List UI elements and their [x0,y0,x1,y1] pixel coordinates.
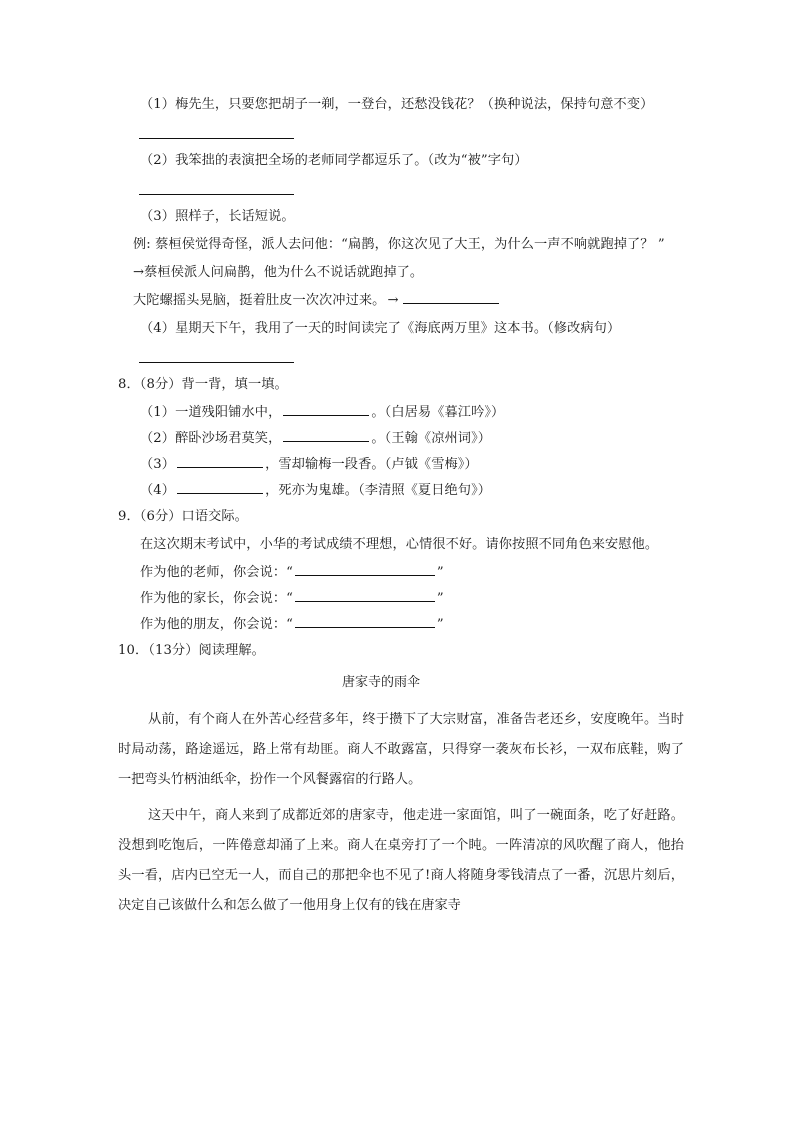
blank-prefix: （2）醉卧沙场君莫笑， [140,431,282,446]
question10-heading: 10．（13分）阅读理解。 [118,643,265,658]
blank-suffix: 。（白居易《暮江吟》） [371,405,505,420]
question7-item-3-example-line2: →蔡桓侯派人问扁鹊，他为什么不说话就跑掉了。 [133,265,424,280]
blank-rule[interactable] [177,482,263,494]
blank-prefix: （4） [140,483,176,498]
question9-role-friend [118,616,684,633]
question8-blank-4 [118,482,684,499]
blank-suffix: 。（王翰《凉州词》） [371,431,492,446]
role-prefix: 作为他的老师，你会说： [140,565,287,580]
page-content [118,96,684,921]
quote-open: “ [286,591,293,606]
answer-rule-7-1[interactable] [118,124,684,141]
question7-item-2: （2）我笨拙的表演把全场的老师同学都逗乐了。（改为“被”字句） [140,153,528,168]
passage-paragraph: 从前，有个商人在外苦心经营多年，终于攒下了大宗财富，准备告老还乡，安度晚年。当时时局动荡，路途遥远，路上常有劫匪。商人不敢露富，只得穿一袭灰布长衫，一双布底鞋，购了一把弯头竹柄油纸伞，扮作一个风餐露宿的行路人。 [118,712,684,787]
question9-heading: 9．（6分）口语交际。 [118,509,248,524]
blank-rule[interactable] [295,590,435,602]
quote-close: ” [436,565,444,580]
question8-blank-2 [118,430,684,447]
question8-heading: 8．（8分）背一背，填一填。 [118,377,288,392]
blank-rule[interactable] [177,456,263,468]
question7-item-3-label: （3）照样子，长话短说。 [140,209,295,224]
question9-prompt: 在这次期末考试中，小华的考试成绩不理想，心情很不好。请你按照不同角色来安慰他。 [140,537,659,552]
blank-prefix: （3） [140,457,176,472]
exercise-sentence: 大陀螺摇头晃脑，挺着肚皮一次次冲过来。 [133,293,386,308]
quote-close: ” [436,591,444,606]
blank-prefix: （1）一道残阳铺水中， [140,405,282,420]
arrow-icon: → [387,293,399,308]
blank-rule[interactable] [403,292,499,304]
question8-blank-3 [118,456,684,473]
question7-item-4: （4）星期天下午，我用了一天的时间读完了《海底两万里》这本书。（修改病句） [140,321,621,336]
question7-item-3-exercise [118,292,684,309]
role-prefix: 作为他的朋友，你会说： [140,617,287,632]
blank-rule[interactable] [283,404,369,416]
blank-rule[interactable] [139,362,294,363]
role-prefix: 作为他的家长，你会说： [140,591,287,606]
blank-rule[interactable] [139,138,294,139]
answer-rule-7-2[interactable] [118,180,684,197]
quote-open: “ [286,565,293,580]
question8-blank-1 [118,404,684,421]
answer-rule-7-4[interactable] [118,348,684,365]
blank-rule[interactable] [139,194,294,195]
blank-suffix: ，雪却输梅一段香。（卢钺《雪梅》） [265,457,478,472]
quote-open: “ [286,617,293,632]
blank-rule[interactable] [283,430,369,442]
blank-rule[interactable] [295,564,435,576]
passage-paragraph: 这天中午，商人来到了成都近郊的唐家寺，他走进一家面馆，叫了一碗面条，吃了好赶路。没想到吃饱后，一阵倦意却涌了上来。商人在桌旁打了一个盹。一阵清凉的风吹醒了商人，他抬头一看，店内已空无一人，而自己的那把伞也不见了!商人将随身零钱清点了一番，沉思片刻后，决定自己该做什么和怎么做了一他用身上仅有的钱在唐家寺 [118,808,684,913]
question7-item-3-example-line1: 例: 蔡桓侯觉得奇怪，派人去问他：“扁鹊，你这次见了大王，为什么一声不响就跑掉了？ ” [133,237,665,252]
question9-role-teacher [118,564,684,581]
blank-suffix: ，死亦为鬼雄。（李清照《夏日绝句》） [265,483,492,498]
quote-close: ” [436,617,444,632]
blank-rule[interactable] [295,616,435,628]
question9-role-parent [118,590,684,607]
passage-title: 唐家寺的雨伞 [341,675,420,690]
question7-item-1: （1）梅先生，只要您把胡子一剃，一登台，还愁没钱花？（换种说法，保持句意不变） [140,97,654,112]
